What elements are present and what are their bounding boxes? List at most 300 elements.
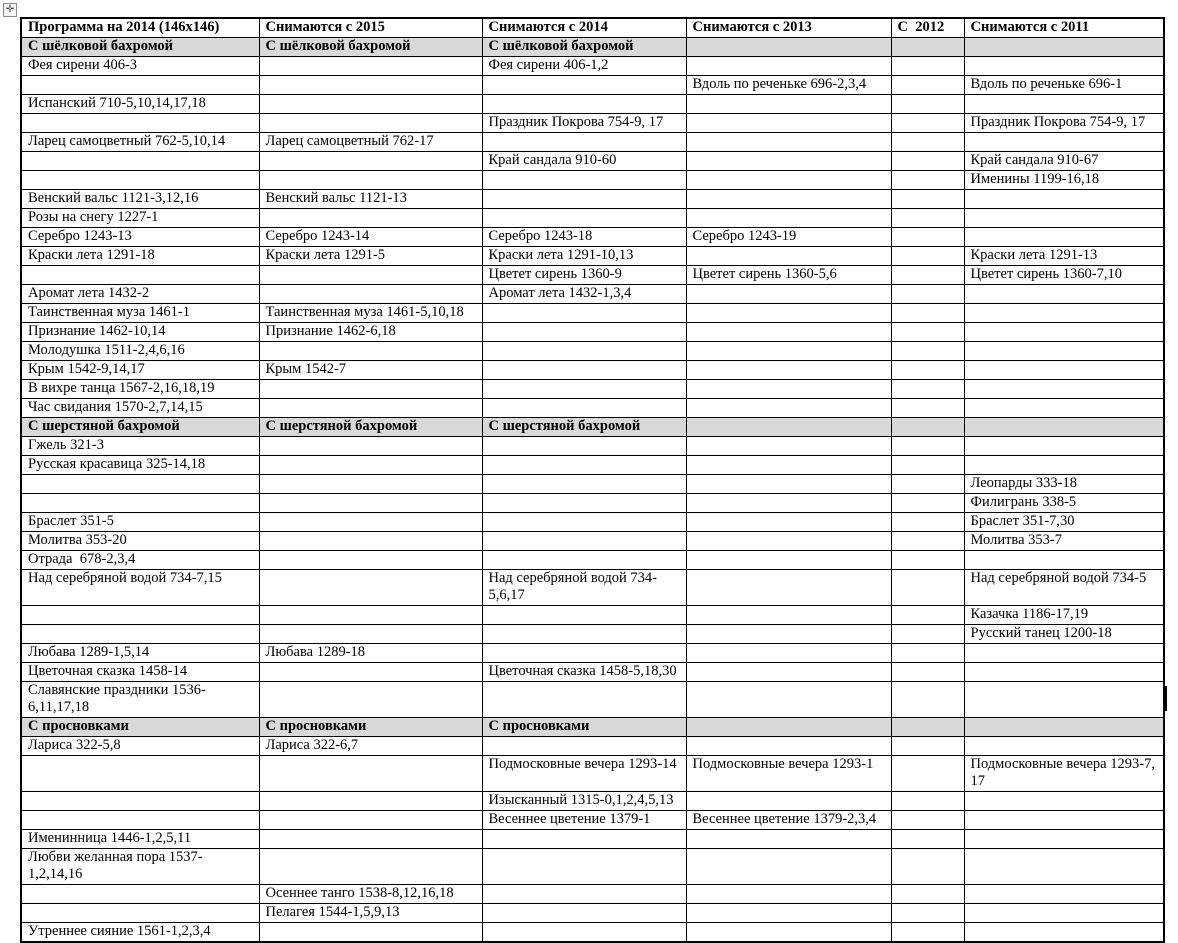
- table-cell[interactable]: Пелагея 1544-1,5,9,13: [259, 904, 482, 923]
- table-cell[interactable]: Цветочная сказка 1458-5,18,30: [482, 663, 686, 682]
- table-cell[interactable]: [259, 76, 482, 95]
- table-cell[interactable]: [964, 342, 1164, 361]
- table-cell[interactable]: [891, 737, 964, 756]
- table-cell[interactable]: [21, 114, 259, 133]
- table-cell[interactable]: [964, 885, 1164, 904]
- table-row: [21, 133, 1164, 152]
- table-cell[interactable]: [21, 152, 259, 171]
- table-cell[interactable]: [964, 399, 1164, 418]
- table-cell[interactable]: [891, 76, 964, 95]
- table-cell[interactable]: [259, 437, 482, 456]
- table-cell[interactable]: [482, 625, 686, 644]
- table-row: [21, 399, 1164, 418]
- table-cell[interactable]: [259, 171, 482, 190]
- table-cell[interactable]: [964, 190, 1164, 209]
- table-cell[interactable]: [891, 133, 964, 152]
- table-cell[interactable]: [891, 885, 964, 904]
- table-cell[interactable]: [21, 606, 259, 625]
- table-cell[interactable]: [482, 304, 686, 323]
- table-cell[interactable]: [891, 682, 964, 718]
- table-cell[interactable]: [891, 532, 964, 551]
- table-cell[interactable]: С просновками: [259, 718, 482, 737]
- table-cell[interactable]: [482, 682, 686, 718]
- table-row: [21, 737, 1164, 756]
- table-cell[interactable]: Краски лета 1291-18: [21, 247, 259, 266]
- table-cell[interactable]: Любава 1289-1,5,14: [21, 644, 259, 663]
- table-cell[interactable]: Лариса 322-5,8: [21, 737, 259, 756]
- table-cell[interactable]: [482, 830, 686, 849]
- table-cell[interactable]: [259, 551, 482, 570]
- table-cell[interactable]: [891, 285, 964, 304]
- table-cell[interactable]: [259, 625, 482, 644]
- table-cell[interactable]: Краски лета 1291-10,13: [482, 247, 686, 266]
- table-cell[interactable]: Над серебряной водой 734-7,15: [21, 570, 259, 606]
- table-cell[interactable]: [482, 513, 686, 532]
- table-cell[interactable]: [891, 625, 964, 644]
- table-cell[interactable]: [891, 361, 964, 380]
- table-cell[interactable]: Аромат лета 1432-2: [21, 285, 259, 304]
- header-cell[interactable]: Снимаются с 2014: [482, 18, 686, 38]
- table-cell[interactable]: [686, 304, 891, 323]
- table-cell[interactable]: Любви желанная пора 1537-1,2,14,16: [21, 849, 259, 885]
- table-cell[interactable]: [259, 266, 482, 285]
- table-cell[interactable]: [686, 152, 891, 171]
- table-row: [21, 792, 1164, 811]
- table-cell[interactable]: [259, 380, 482, 399]
- table-cell[interactable]: Розы на снегу 1227-1: [21, 209, 259, 228]
- table-cell[interactable]: [259, 494, 482, 513]
- table-cell[interactable]: Вдоль по реченьке 696-2,3,4: [686, 76, 891, 95]
- table-cell[interactable]: Вдоль по реченьке 696-1: [964, 76, 1164, 95]
- table-cell[interactable]: [482, 209, 686, 228]
- table-cell[interactable]: Молитва 353-7: [964, 532, 1164, 551]
- table-cell[interactable]: Краски лета 1291-5: [259, 247, 482, 266]
- table-cell[interactable]: Краски лета 1291-13: [964, 247, 1164, 266]
- table-cell[interactable]: [259, 532, 482, 551]
- table-cell[interactable]: Славянские праздники 1536-6,11,17,18: [21, 682, 259, 718]
- table-cell[interactable]: [686, 285, 891, 304]
- table-cell[interactable]: [891, 475, 964, 494]
- table-cell[interactable]: [891, 644, 964, 663]
- table-cell[interactable]: [482, 885, 686, 904]
- table-cell[interactable]: [259, 923, 482, 943]
- table-cell[interactable]: [259, 152, 482, 171]
- table-cell[interactable]: Именины 1199-16,18: [964, 171, 1164, 190]
- table-cell[interactable]: [21, 811, 259, 830]
- table-cell[interactable]: Аромат лета 1432-1,3,4: [482, 285, 686, 304]
- table-cell[interactable]: Гжель 321-3: [21, 437, 259, 456]
- table-cell[interactable]: [686, 885, 891, 904]
- table-cell[interactable]: [964, 437, 1164, 456]
- table-row: [21, 475, 1164, 494]
- table-cell[interactable]: [259, 756, 482, 792]
- table-cell[interactable]: [964, 133, 1164, 152]
- table-cell[interactable]: [686, 644, 891, 663]
- table-cell[interactable]: [482, 494, 686, 513]
- table-cell[interactable]: [21, 756, 259, 792]
- section-row: [21, 418, 1164, 437]
- table-cell[interactable]: Таинственная муза 1461-5,10,18: [259, 304, 482, 323]
- table-cell[interactable]: [686, 923, 891, 943]
- table-cell[interactable]: [482, 95, 686, 114]
- table-cell[interactable]: Серебро 1243-18: [482, 228, 686, 247]
- table-row: [21, 380, 1164, 399]
- table-cell[interactable]: [259, 606, 482, 625]
- table-cell[interactable]: [891, 849, 964, 885]
- table-cell[interactable]: [21, 792, 259, 811]
- table-cell[interactable]: [482, 342, 686, 361]
- table-cell[interactable]: Край сандала 910-60: [482, 152, 686, 171]
- header-cell[interactable]: Снимаются с 2013: [686, 18, 891, 38]
- table-cell[interactable]: [891, 38, 964, 57]
- table-cell[interactable]: [891, 190, 964, 209]
- table-cell[interactable]: Серебро 1243-14: [259, 228, 482, 247]
- table-cell[interactable]: С просновками: [482, 718, 686, 737]
- table-cell[interactable]: [964, 792, 1164, 811]
- table-cell[interactable]: [964, 830, 1164, 849]
- table-cell[interactable]: [686, 830, 891, 849]
- table-cell[interactable]: [686, 380, 891, 399]
- table-cell[interactable]: [891, 551, 964, 570]
- table-cell[interactable]: [686, 38, 891, 57]
- table-cell[interactable]: [686, 418, 891, 437]
- table-cell[interactable]: [259, 811, 482, 830]
- table-cell[interactable]: [891, 923, 964, 943]
- table-row: [21, 152, 1164, 171]
- table-row: [21, 209, 1164, 228]
- table-cell[interactable]: [964, 38, 1164, 57]
- table-cell[interactable]: [21, 885, 259, 904]
- table-cell[interactable]: [891, 95, 964, 114]
- table-cell[interactable]: [964, 923, 1164, 943]
- table-cell[interactable]: Венский вальс 1121-3,12,16: [21, 190, 259, 209]
- table-cell[interactable]: [686, 904, 891, 923]
- table-cell[interactable]: [482, 171, 686, 190]
- table-cell[interactable]: Венский вальс 1121-13: [259, 190, 482, 209]
- table-cell[interactable]: С шёлковой бахромой: [482, 38, 686, 57]
- table-cell[interactable]: Испанский 710-5,10,14,17,18: [21, 95, 259, 114]
- table-cell[interactable]: [259, 663, 482, 682]
- table-cell[interactable]: Молитва 353-20: [21, 532, 259, 551]
- table-cell[interactable]: [891, 904, 964, 923]
- table-cell[interactable]: [964, 95, 1164, 114]
- table-cell[interactable]: [891, 456, 964, 475]
- table-cell[interactable]: [259, 682, 482, 718]
- table-cell[interactable]: Лариса 322-6,7: [259, 737, 482, 756]
- table-cell[interactable]: [964, 849, 1164, 885]
- table-cell[interactable]: [891, 418, 964, 437]
- table-cell[interactable]: [964, 644, 1164, 663]
- table-cell[interactable]: [686, 437, 891, 456]
- table-cell[interactable]: [891, 209, 964, 228]
- table-cell[interactable]: [964, 57, 1164, 76]
- table-cell[interactable]: [686, 792, 891, 811]
- table-cell[interactable]: [482, 644, 686, 663]
- table-row: [21, 923, 1164, 943]
- table-cell[interactable]: [259, 849, 482, 885]
- table-cell[interactable]: [482, 849, 686, 885]
- header-cell[interactable]: Программа на 2014 (146х146): [21, 18, 259, 38]
- table-cell[interactable]: [686, 570, 891, 606]
- table-cell[interactable]: [891, 513, 964, 532]
- table-cell[interactable]: [891, 437, 964, 456]
- table-cell[interactable]: Праздник Покрова 754-9, 17: [482, 114, 686, 133]
- table-cell[interactable]: [259, 475, 482, 494]
- table-row: [21, 456, 1164, 475]
- table-cell[interactable]: [686, 625, 891, 644]
- table-cell[interactable]: [964, 737, 1164, 756]
- table-cell[interactable]: Над серебряной водой 734-5: [964, 570, 1164, 606]
- table-cell[interactable]: [686, 737, 891, 756]
- table-cell[interactable]: Браслет 351-5: [21, 513, 259, 532]
- table-row: [21, 494, 1164, 513]
- table-cell[interactable]: [259, 114, 482, 133]
- table-cell[interactable]: [686, 342, 891, 361]
- table-cell[interactable]: [482, 133, 686, 152]
- table-cell[interactable]: [686, 513, 891, 532]
- table-cell[interactable]: [686, 171, 891, 190]
- table-cell[interactable]: [259, 342, 482, 361]
- table-cell[interactable]: [259, 570, 482, 606]
- table-cell[interactable]: [964, 209, 1164, 228]
- table-cell[interactable]: [891, 494, 964, 513]
- table-cell[interactable]: [686, 95, 891, 114]
- table-cell[interactable]: Фея сирени 406-1,2: [482, 57, 686, 76]
- table-cell[interactable]: Фея сирени 406-3: [21, 57, 259, 76]
- table-cell[interactable]: Серебро 1243-19: [686, 228, 891, 247]
- header-cell[interactable]: Снимаются с 2015: [259, 18, 482, 38]
- table-cell[interactable]: [964, 418, 1164, 437]
- table-cell[interactable]: [21, 171, 259, 190]
- table-cell[interactable]: [891, 304, 964, 323]
- table-cell[interactable]: Над серебряной водой 734-5,6,17: [482, 570, 686, 606]
- table-cell[interactable]: [964, 228, 1164, 247]
- table-cell[interactable]: [259, 209, 482, 228]
- table-cell[interactable]: [686, 475, 891, 494]
- table-cell[interactable]: [686, 247, 891, 266]
- table-cell[interactable]: Крым 1542-9,14,17: [21, 361, 259, 380]
- table-cell[interactable]: [259, 513, 482, 532]
- table-cell[interactable]: [482, 399, 686, 418]
- table-cell[interactable]: [686, 718, 891, 737]
- table-cell[interactable]: Именинница 1446-1,2,5,11: [21, 830, 259, 849]
- table-cell[interactable]: Ларец самоцветный 762-5,10,14: [21, 133, 259, 152]
- table-cell[interactable]: Русская красавица 325-14,18: [21, 456, 259, 475]
- table-cell[interactable]: [891, 228, 964, 247]
- table-row: [21, 437, 1164, 456]
- table-cell[interactable]: [21, 76, 259, 95]
- table-cell[interactable]: [686, 456, 891, 475]
- table-cell[interactable]: [686, 399, 891, 418]
- table-cell[interactable]: [259, 792, 482, 811]
- table-cell[interactable]: С шёлковой бахромой: [21, 38, 259, 57]
- table-cell[interactable]: [259, 95, 482, 114]
- table-cell[interactable]: [686, 682, 891, 718]
- table-cell[interactable]: Признание 1462-10,14: [21, 323, 259, 342]
- table-cell[interactable]: Весеннее цветение 1379-2,3,4: [686, 811, 891, 830]
- table-cell[interactable]: Серебро 1243-13: [21, 228, 259, 247]
- table-cell[interactable]: [686, 606, 891, 625]
- table-cell[interactable]: [482, 361, 686, 380]
- table-cell[interactable]: [891, 171, 964, 190]
- table-cell[interactable]: Казачка 1186-17,19: [964, 606, 1164, 625]
- table-cell[interactable]: [482, 76, 686, 95]
- table-cell[interactable]: [686, 532, 891, 551]
- table-cell[interactable]: Ларец самоцветный 762-17: [259, 133, 482, 152]
- table-cell[interactable]: [891, 57, 964, 76]
- table-cell[interactable]: Леопарды 333-18: [964, 475, 1164, 494]
- table-row: [21, 285, 1164, 304]
- table-cell[interactable]: Цветет сирень 1360-9: [482, 266, 686, 285]
- table-cell[interactable]: С шерстяной бахромой: [259, 418, 482, 437]
- table-cell[interactable]: [259, 830, 482, 849]
- table-cell[interactable]: С шерстяной бахромой: [482, 418, 686, 437]
- table-cell[interactable]: [964, 361, 1164, 380]
- table-cell[interactable]: [21, 266, 259, 285]
- table-cell[interactable]: [482, 532, 686, 551]
- table-cell[interactable]: [964, 551, 1164, 570]
- table-cell[interactable]: [482, 456, 686, 475]
- table-cell[interactable]: Таинственная муза 1461-1: [21, 304, 259, 323]
- table-cell[interactable]: Изысканный 1315-0,1,2,4,5,13: [482, 792, 686, 811]
- table-cell[interactable]: [21, 625, 259, 644]
- table-cell[interactable]: Утреннее сияние 1561-1,2,3,4: [21, 923, 259, 943]
- table-cell[interactable]: Праздник Покрова 754-9, 17: [964, 114, 1164, 133]
- table-cell[interactable]: [891, 606, 964, 625]
- table-cell[interactable]: [964, 663, 1164, 682]
- table-cell[interactable]: [686, 361, 891, 380]
- table-cell[interactable]: [891, 718, 964, 737]
- table-cell[interactable]: [964, 904, 1164, 923]
- table-row: [21, 342, 1164, 361]
- table-cell[interactable]: [686, 849, 891, 885]
- table-cell[interactable]: Отрада 678-2,3,4: [21, 551, 259, 570]
- table-cell[interactable]: С шерстяной бахромой: [21, 418, 259, 437]
- table-cell[interactable]: [482, 551, 686, 570]
- table-cell[interactable]: Цветет сирень 1360-7,10: [964, 266, 1164, 285]
- table-cell[interactable]: [482, 475, 686, 494]
- table-cell[interactable]: [259, 399, 482, 418]
- table-cell[interactable]: [482, 923, 686, 943]
- table-cell[interactable]: [259, 456, 482, 475]
- table-cell[interactable]: [891, 342, 964, 361]
- table-cell[interactable]: С просновками: [21, 718, 259, 737]
- table-row: [21, 625, 1164, 644]
- table-move-handle-icon[interactable]: ✛: [3, 3, 17, 17]
- table-cell[interactable]: [482, 437, 686, 456]
- table-cell[interactable]: Русский танец 1200-18: [964, 625, 1164, 644]
- table-cell[interactable]: [891, 570, 964, 606]
- table-row: [21, 323, 1164, 342]
- table-cell[interactable]: [686, 551, 891, 570]
- table-cell[interactable]: [686, 190, 891, 209]
- table-row: [21, 644, 1164, 663]
- table-row: [21, 304, 1164, 323]
- table-cell[interactable]: [21, 904, 259, 923]
- table-cell[interactable]: [686, 57, 891, 76]
- table-cell[interactable]: Подмосковные вечера 1293-1: [686, 756, 891, 792]
- table-cell[interactable]: [686, 209, 891, 228]
- table-cell[interactable]: Весеннее цветение 1379-1: [482, 811, 686, 830]
- table-cell[interactable]: Любава 1289-18: [259, 644, 482, 663]
- table-cell[interactable]: [891, 323, 964, 342]
- table-cell[interactable]: [964, 323, 1164, 342]
- table-cell[interactable]: Цветет сирень 1360-5,6: [686, 266, 891, 285]
- table-cell[interactable]: [891, 247, 964, 266]
- table-cell[interactable]: Молодушка 1511-2,4,6,16: [21, 342, 259, 361]
- table-cell[interactable]: [891, 811, 964, 830]
- table-cell[interactable]: [686, 494, 891, 513]
- table-cell[interactable]: Подмосковные вечера 1293-7, 17: [964, 756, 1164, 792]
- table-row: [21, 361, 1164, 380]
- table-row: [21, 682, 1164, 718]
- table-cell[interactable]: [964, 811, 1164, 830]
- table-cell[interactable]: С шёлковой бахромой: [259, 38, 482, 57]
- table-cell[interactable]: [21, 475, 259, 494]
- header-cell[interactable]: С 2012: [891, 18, 964, 38]
- table-row: [21, 76, 1164, 95]
- table-cell[interactable]: [964, 718, 1164, 737]
- table-cell[interactable]: [891, 663, 964, 682]
- table-cell[interactable]: [891, 399, 964, 418]
- table-cell[interactable]: [482, 323, 686, 342]
- table-cell[interactable]: Филигрань 338-5: [964, 494, 1164, 513]
- table-cell[interactable]: Цветочная сказка 1458-14: [21, 663, 259, 682]
- table-cell[interactable]: [482, 904, 686, 923]
- table-cell[interactable]: [891, 152, 964, 171]
- table-cell[interactable]: [891, 266, 964, 285]
- table-cell[interactable]: [686, 133, 891, 152]
- table-cell[interactable]: [891, 380, 964, 399]
- table-cell[interactable]: [964, 304, 1164, 323]
- table-cell[interactable]: [259, 57, 482, 76]
- table-row: [21, 551, 1164, 570]
- table-cell[interactable]: Осеннее танго 1538-8,12,16,18: [259, 885, 482, 904]
- table-cell[interactable]: [891, 756, 964, 792]
- table-cell[interactable]: Браслет 351-7,30: [964, 513, 1164, 532]
- table-cell[interactable]: [482, 380, 686, 399]
- table-body: [21, 38, 1164, 943]
- table-row: [21, 114, 1164, 133]
- table-cell[interactable]: Признание 1462-6,18: [259, 323, 482, 342]
- table-cell[interactable]: [259, 285, 482, 304]
- table-cell[interactable]: [686, 323, 891, 342]
- table-cell[interactable]: [964, 380, 1164, 399]
- table-cell[interactable]: [964, 285, 1164, 304]
- table-cell[interactable]: Подмосковные вечера 1293-14: [482, 756, 686, 792]
- table-cell[interactable]: [891, 792, 964, 811]
- table-cell[interactable]: Час свидания 1570-2,7,14,15: [21, 399, 259, 418]
- table-cell[interactable]: [891, 114, 964, 133]
- table-row: [21, 885, 1164, 904]
- table-cell[interactable]: [482, 606, 686, 625]
- table-cell[interactable]: Крым 1542-7: [259, 361, 482, 380]
- table-cell[interactable]: [891, 830, 964, 849]
- table-cell[interactable]: [21, 494, 259, 513]
- table-cell[interactable]: [686, 663, 891, 682]
- table-cell[interactable]: [964, 682, 1164, 718]
- table-cell[interactable]: [686, 114, 891, 133]
- table-cell[interactable]: [482, 190, 686, 209]
- table-cell[interactable]: [964, 456, 1164, 475]
- table-row: [21, 171, 1164, 190]
- table-cell[interactable]: Край сандала 910-67: [964, 152, 1164, 171]
- table-row: [21, 532, 1164, 551]
- header-cell[interactable]: Снимаются с 2011: [964, 18, 1164, 38]
- table-cell[interactable]: [482, 737, 686, 756]
- header-row: [21, 18, 1164, 38]
- table-cell[interactable]: В вихре танца 1567-2,16,18,19: [21, 380, 259, 399]
